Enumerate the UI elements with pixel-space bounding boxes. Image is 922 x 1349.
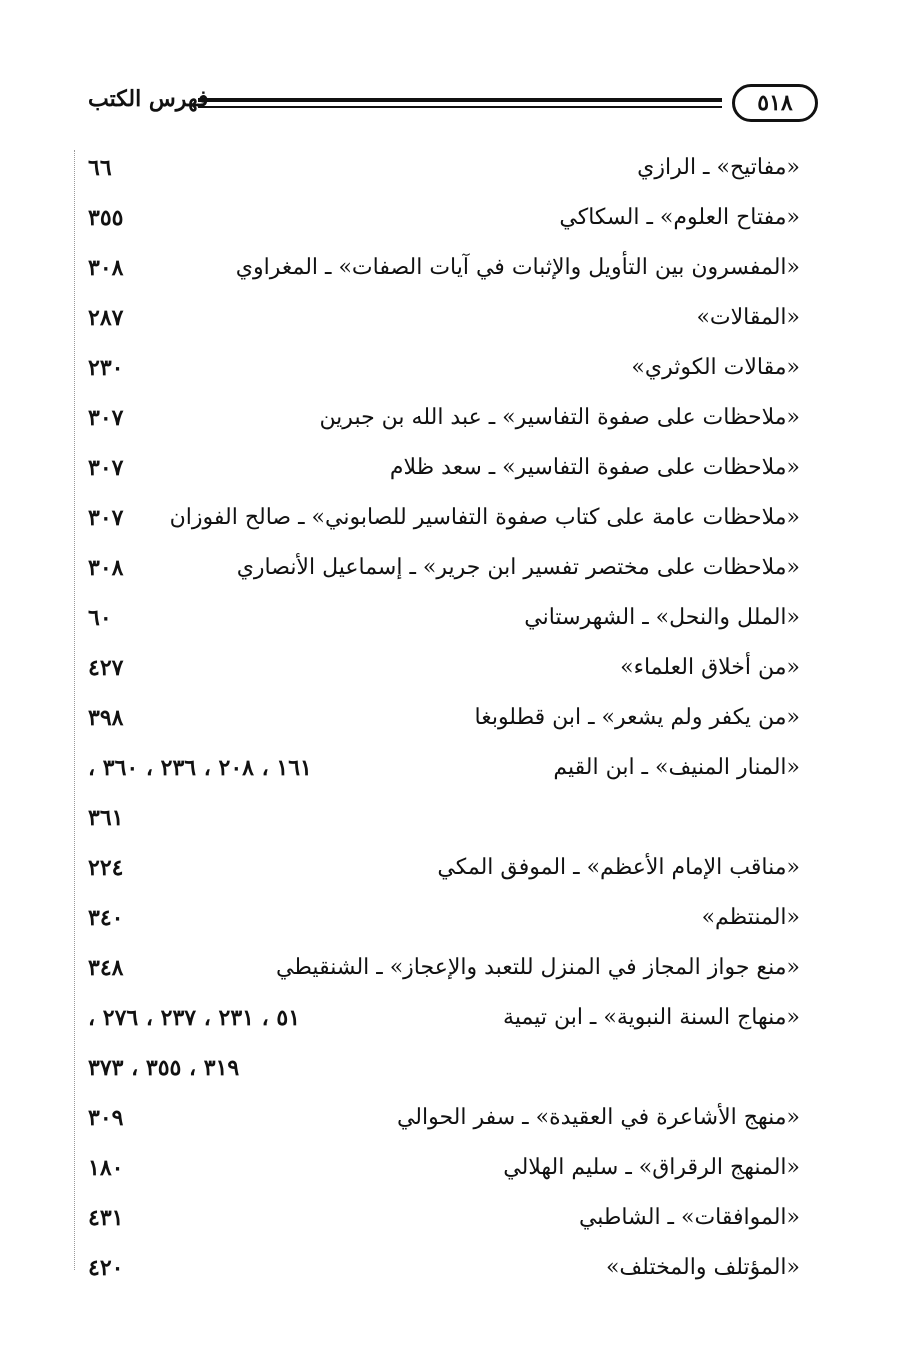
entry-pages: ٣٤٠ (88, 905, 124, 931)
index-entry (80, 748, 800, 788)
entry-pages: ٣٦١ (88, 805, 124, 831)
page-number: ٥١٨ (732, 84, 818, 122)
index-entry (80, 148, 800, 188)
index-entry (80, 398, 800, 438)
entry-title: «منع جواز المجاز في المنزل للتعبد والإعجاز» ـ الشنقيطي (276, 955, 800, 980)
entry-pages: ٣١٩ ، ٣٥٥ ، ٣٧٣ (88, 1055, 240, 1081)
entry-pages: ٥١ ، ٢٣١ ، ٢٣٧ ، ٢٧٦ ، (88, 1005, 301, 1031)
entry-title: «ملاحظات على صفوة التفاسير» ـ سعد ظلام (389, 455, 800, 480)
entry-pages: ١٦١ ، ٢٠٨ ، ٢٣٦ ، ٣٦٠ ، (88, 755, 312, 781)
index-entry (80, 648, 800, 688)
index-entry (80, 1198, 800, 1238)
entry-pages: ٦٦ (88, 155, 112, 181)
index-entry (80, 948, 800, 988)
page-header (80, 72, 818, 132)
entry-title: «مناقب الإمام الأعظم» ـ الموفق المكي (437, 855, 800, 880)
entry-title: «مفاتيح» ـ الرازي (637, 155, 800, 180)
index-entry (80, 848, 800, 888)
entry-title: «المنهج الرقراق» ـ سليم الهلالي (503, 1155, 800, 1180)
entry-pages: ٤٢٧ (88, 655, 124, 681)
entry-pages: ٣٠٩ (88, 1105, 124, 1131)
index-entry (80, 548, 800, 588)
index-entry (80, 898, 800, 938)
entry-title: «المنتظم» (701, 905, 800, 930)
entry-title: «الموافقات» ـ الشاطبي (578, 1205, 800, 1230)
entry-pages: ٤٣١ (88, 1205, 124, 1231)
entry-title: «الملل والنحل» ـ الشهرستاني (524, 605, 800, 630)
index-entry (80, 248, 800, 288)
entry-pages: ٢٣٠ (88, 355, 124, 381)
index-entry (80, 198, 800, 238)
index-entry-continuation (80, 798, 800, 838)
entry-pages: ٣٠٨ (88, 255, 124, 281)
entry-pages: ٣٠٧ (88, 405, 124, 431)
entry-title: «مقالات الكوثري» (631, 355, 800, 380)
index-entry (80, 348, 800, 388)
entry-title: «المفسرون بين التأويل والإثبات في آيات الصفات» ـ المغراوي (235, 255, 800, 280)
entry-title: «من أخلاق العلماء» (620, 655, 800, 680)
entry-title: «منهج الأشاعرة في العقيدة» ـ سفر الحوالي (396, 1105, 800, 1130)
entry-pages: ٣٠٧ (88, 505, 124, 531)
entry-title: «من يكفر ولم يشعر» ـ ابن قطلوبغا (474, 705, 800, 730)
entry-title: «ملاحظات على مختصر تفسير ابن جرير» ـ إسماعيل الأنصاري (236, 555, 800, 580)
entry-pages: ٤٢٠ (88, 1255, 124, 1281)
index-entry (80, 448, 800, 488)
index-entry (80, 998, 800, 1038)
index-entry (80, 298, 800, 338)
index-entry (80, 1098, 800, 1138)
index-entry (80, 598, 800, 638)
entry-title: «ملاحظات عامة على كتاب صفوة التفاسير للصابوني» ـ صالح الفوزان (169, 505, 800, 530)
header-rule (198, 98, 722, 108)
entry-pages: ٣٩٨ (88, 705, 124, 731)
entry-pages: ٦٠ (88, 605, 112, 631)
entry-title: «المقالات» (696, 305, 800, 330)
index-entry (80, 1148, 800, 1188)
header-title: فهرس الكتب (88, 86, 209, 112)
index-entry-continuation (80, 1048, 800, 1088)
entry-pages: ٣٠٧ (88, 455, 124, 481)
entry-pages: ١٨٠ (88, 1155, 124, 1181)
entry-pages: ٣٥٥ (88, 205, 124, 231)
entry-title: «المؤتلف والمختلف» (605, 1255, 800, 1280)
index-entry (80, 1248, 800, 1288)
entry-title: «منهاج السنة النبوية» ـ ابن تيمية (503, 1005, 800, 1030)
entry-title: «مفتاح العلوم» ـ السكاكي (559, 205, 800, 230)
entry-pages: ٣٤٨ (88, 955, 124, 981)
entry-pages: ٢٨٧ (88, 305, 124, 331)
entry-pages: ٢٢٤ (88, 855, 124, 881)
entry-title: «المنار المنيف» ـ ابن القيم (553, 755, 800, 780)
entry-title: «ملاحظات على صفوة التفاسير» ـ عبد الله بن جبرين (319, 405, 800, 430)
entry-pages: ٣٠٨ (88, 555, 124, 581)
index-entry (80, 698, 800, 738)
margin-dotted-line (74, 150, 75, 1270)
index-entry (80, 498, 800, 538)
